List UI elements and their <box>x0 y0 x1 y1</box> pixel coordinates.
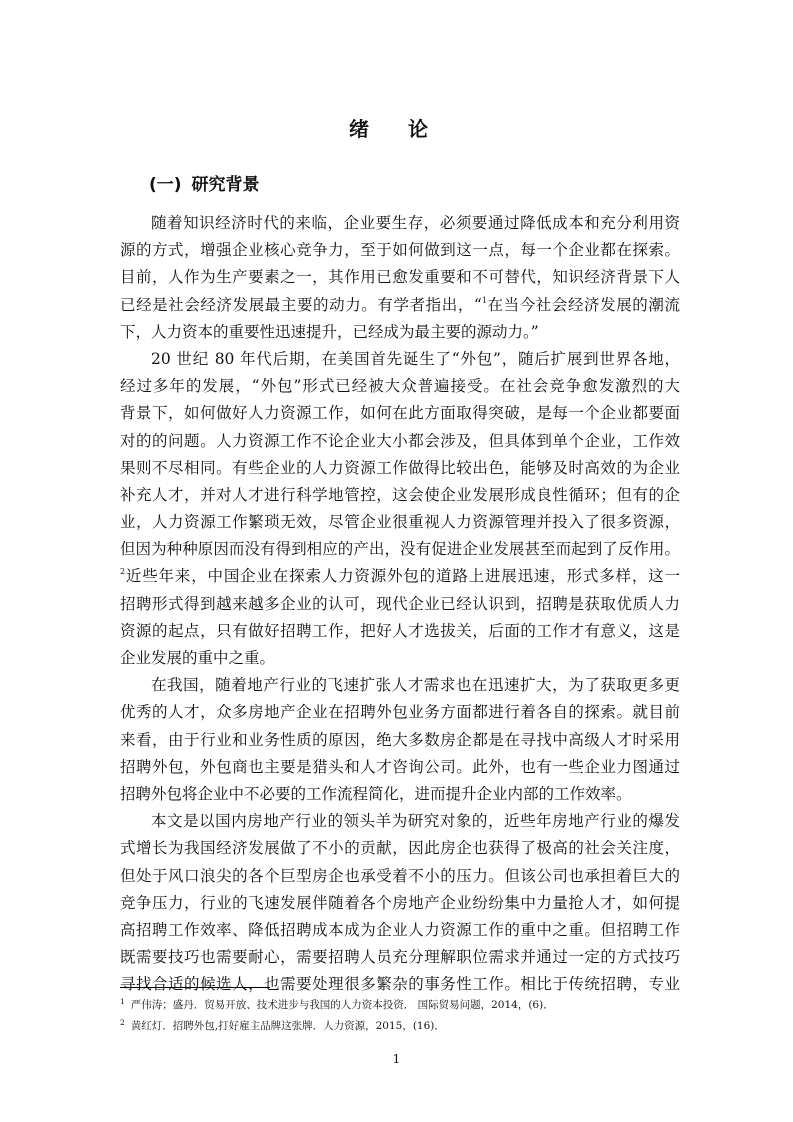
text-line: 式增长为我国经济发展做了不小的贡献，因此房企也获得了极高的社会关注度， <box>120 839 680 858</box>
text-line: 补充人才，并对人才进行科学地管控，这会使企业发展形成良性循环；但有的企 <box>120 485 680 504</box>
paragraph <box>120 808 680 998</box>
text-line: 优秀的人才，众多房地产企业在招聘外包业务方面都进行着各自的探索。就目前 <box>120 703 680 722</box>
footnote-text: 严伟涛；盛丹．贸易开放、技术进步与我国的人力资本投资． 国际贸易问题，2014，(6)． <box>130 999 554 1011</box>
text-line: 背景下，如何做好人力资源工作，如何在此方面取得突破，是每一个企业都要面 <box>120 404 680 423</box>
text-fragment: 近些年来，中国企业在探索人力资源外包的道路上进展迅速，形式多样，这一 <box>125 567 680 586</box>
chapter-title: 绪 论 <box>349 117 444 141</box>
text-line: 企业发展的重中之重。 <box>120 649 276 667</box>
text-line: 在我国，随着地产行业的飞速扩张人才需求也在迅速扩大，为了获取更多更 <box>151 676 680 695</box>
footnote-mark: 2 <box>120 1018 125 1027</box>
body-text <box>120 210 680 998</box>
text-line: 果则不尽相同。有些企业的人力资源工作做得比较出色，能够及时高效的为企业 <box>120 458 680 477</box>
text-line: 20 世纪 80 年代后期，在美国首先诞生了“外包”，随后扩展到世界各地， <box>151 349 680 368</box>
text-line: 目前，人作为生产要素之一，其作用已愈发重要和不可替代，知识经济背景下人 <box>120 268 680 287</box>
text-line: 高招聘工作效率、降低招聘成本成为企业人力资源工作的重中之重。但招聘工作 <box>120 920 680 939</box>
text-line: 本文是以国内房地产行业的领头羊为研究对象的，近些年房地产行业的爆发 <box>151 812 680 831</box>
text-line: 寻找合适的候选人，也需要处理很多繁杂的事务性工作。相比于传统招聘，专业 <box>120 975 680 994</box>
text-line: 随着知识经济时代的来临，企业要生存，必须要通过降低成本和充分利用资 <box>151 214 680 232</box>
text-line-with-citation <box>120 563 680 590</box>
text-line: 招聘外包将企业中不必要的工作流程简化，进而提升企业内部的工作效率。 <box>120 784 632 803</box>
text-line: 对的的问题。人力资源工作不论企业大小都会涉及，但具体到单个企业，工作效 <box>120 431 680 450</box>
footnotes <box>120 993 680 1035</box>
section-title: 研究背景 <box>191 175 260 195</box>
text-line: 招聘外包，外包商也主要是猎头和人才咨询公司。此外，也有一些企业力图通过 <box>120 757 680 776</box>
text-line: 招聘形式得到越来越多企业的认可，现代企业已经认识到，招聘是获取优质人力 <box>120 594 680 613</box>
text-line: 业，人力资源工作繁琐无效，尽管企业很重视人力资源管理并投入了很多资源， <box>120 513 680 532</box>
paragraph <box>120 672 680 808</box>
footnote-ref[interactable]: 1 <box>481 295 487 305</box>
text-line: 下，人力资本的重要性迅速提升，已经成为最主要的源动力。” <box>120 322 539 341</box>
footnote-2 <box>120 1014 680 1035</box>
footnote-1 <box>120 993 680 1014</box>
footnote-text: 黄红灯．招聘外包,打好雇主品牌这张牌．人力资源，2015，(16)． <box>130 1020 445 1032</box>
footnote-separator <box>120 987 270 988</box>
footnote-mark: 1 <box>120 997 125 1006</box>
text-line: 但因为种种原因而没有得到相应的产出，没有促进企业发展甚至而起到了反作用。 <box>120 540 680 559</box>
paragraph <box>120 210 680 346</box>
paragraph <box>120 346 680 672</box>
text-fragment: 在当今社会经济发展的潮流 <box>486 295 680 314</box>
text-line: 资源的起点，只有做好招聘工作，把好人才选拔关，后面的工作才有意义，这是 <box>120 621 680 640</box>
footnote-ref[interactable]: 2 <box>120 567 126 577</box>
text-line: 但处于风口浪尖的各个巨型房企也承受着不小的压力。但该公司也承担着巨大的 <box>120 866 680 885</box>
text-line: 既需要技巧也需要耐心，需要招聘人员充分理解职位需求并通过一定的方式技巧 <box>120 948 680 967</box>
page-number: 1 <box>392 1052 401 1066</box>
text-line: 来看，由于行业和业务性质的原因，绝大多数房企都是在寻找中高级人才时采用 <box>120 730 680 749</box>
text-line: 经过多年的发展，“外包”形式已经被大众普遍接受。在社会竞争愈发激烈的大 <box>120 377 680 396</box>
text-line: 源的方式，增强企业核心竞争力，至于如何做到这一点，每一个企业都在探索。 <box>120 241 680 260</box>
text-fragment: 已经是社会经济发展最主要的动力。有学者指出，“ <box>120 295 482 314</box>
text-line-with-citation <box>120 292 680 319</box>
section-heading <box>149 172 260 198</box>
text-line: 竞争压力，行业的飞速发展伴随着各个房地产企业纷纷集中力量抢人才，如何提 <box>120 893 680 912</box>
section-number: (一) <box>149 175 182 195</box>
